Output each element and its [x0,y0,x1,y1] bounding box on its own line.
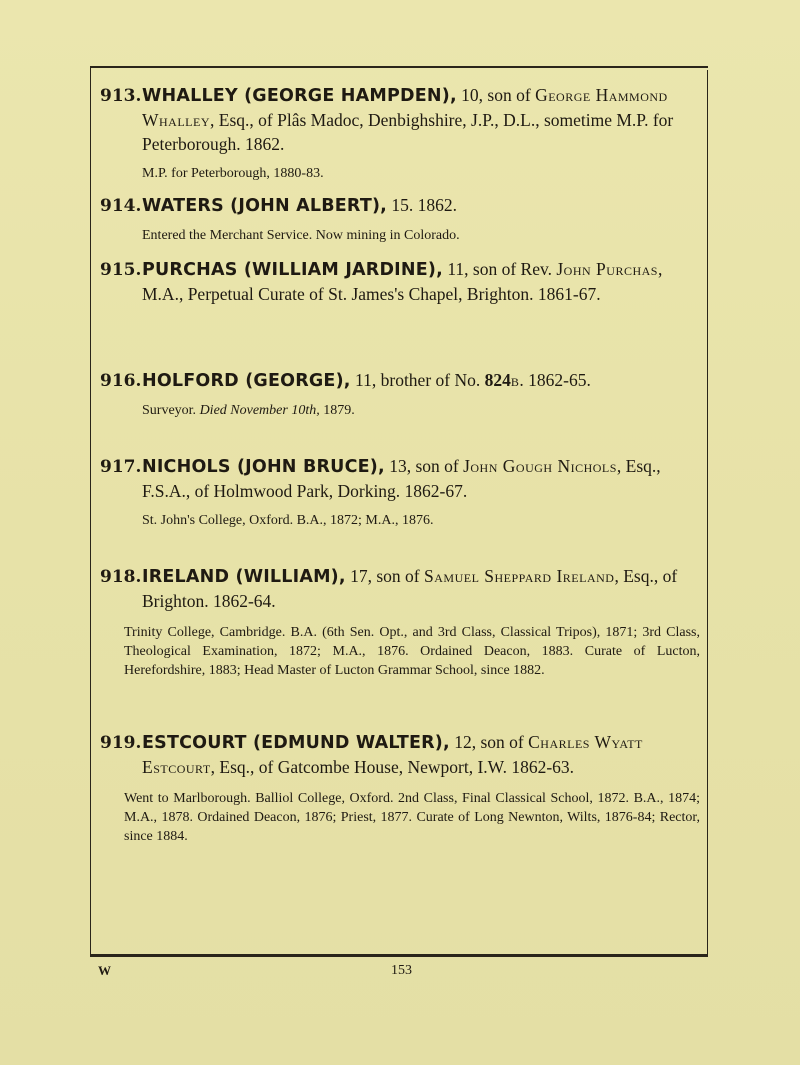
entry-headline: 913.WHALLEY (GEORGE HAMPDEN), 10, son of George Hammond Whalley, Esq., of Plâs Madoc, Denbighshire, J.P., D.L., sometime M.P. for Peterborough. 1862. [100,85,674,154]
entry-headline: 914.WATERS (JOHN ALBERT), 15. 1862. [100,195,457,216]
page-border-left [90,66,91,956]
entry-name: PURCHAS (WILLIAM JARDINE), [142,260,443,280]
page-border-top [90,66,708,68]
entry-name: NICHOLS (JOHN BRUCE), [142,457,385,477]
entry-919 [100,730,700,846]
entry-note: Entered the Merchant Service. Now mining in Colorado. [142,228,460,243]
entry-number: 916. [100,371,142,391]
entry-headline: 917.NICHOLS (JOHN BRUCE), 13, son of John Gough Nichols, Esq., F.S.A., of Holmwood Park, Dorking. 1862-67. [100,456,661,501]
entry-914 [100,193,700,245]
entry-917 [100,454,700,530]
page-border-right [707,70,708,955]
entry-number: 918. [100,567,142,587]
entry-name: IRELAND (WILLIAM), [142,567,346,587]
entry-headline: 916.HOLFORD (GEORGE), 11, brother of No. 824b. 1862-65. [100,370,591,391]
entry-915 [100,257,700,306]
entry-number: 915. [100,260,142,280]
entry-number: 919. [100,733,142,753]
entry-note: M.P. for Peterborough, 1880-83. [142,166,324,181]
entry-note: Surveyor. Died November 10th, 1879. [142,403,355,418]
entry-name: WATERS (JOHN ALBERT), [142,196,387,216]
signature-mark: W [98,963,111,978]
entry-number: 917. [100,457,142,477]
entry-headline: 918.IRELAND (WILLIAM), 17, son of Samuel Sheppard Ireland, Esq., of Brighton. 1862-64. [100,566,678,611]
entry-913 [100,83,700,183]
parent-name: John Gough Nichols [463,456,617,476]
entry-name: ESTCOURT (EDMUND WALTER), [142,733,450,753]
entry-name: HOLFORD (GEORGE), [142,371,351,391]
entry-note: Trinity College, Cambridge. B.A. (6th Sen. Opt., and 3rd Class, Classical Tripos), 1871; 3rd Class, Theological Examination, 1872; M.A., 1876. Ordained Deacon, 1883. Curate of Lucton, Herefordshire, 1883; Head Master of Lucton Grammar School, since 1882. [124,625,700,678]
entry-number: 914. [100,196,142,216]
entry-headline: 919.ESTCOURT (EDMUND WALTER), 12, son of Charles Wyatt Estcourt, Esq., of Gatcombe House, Newport, I.W. 1862-63. [100,732,643,777]
page-border-bottom [90,954,708,957]
entry-name: WHALLEY (GEORGE HAMPDEN), [142,86,457,106]
parent-name: Samuel Sheppard Ireland [424,566,615,586]
entry-916 [100,368,700,420]
entry-note: Went to Marlborough. Balliol College, Oxford. 2nd Class, Final Classical School, 1872. B.A., 1874; M.A., 1878. Ordained Deacon, 1876; Priest, 1877. Curate of Long Newnton, Wilts, 1876-84; Rector, since 1884. [124,791,700,844]
entry-headline: 915.PURCHAS (WILLIAM JARDINE), 11, son of Rev. John Purchas, M.A., Perpetual Curate of St. James's Chapel, Brighton. 1861-67. [100,259,663,304]
entry-918 [100,564,700,680]
entry-note: St. John's College, Oxford. B.A., 1872; M.A., 1876. [142,513,434,528]
entry-number: 913. [100,86,142,106]
parent-name: George Hammond Whalley [142,85,668,130]
parent-name: Charles Wyatt Estcourt [142,732,643,777]
page-number: 153 [391,963,412,978]
parent-name: John Purchas [556,259,658,279]
